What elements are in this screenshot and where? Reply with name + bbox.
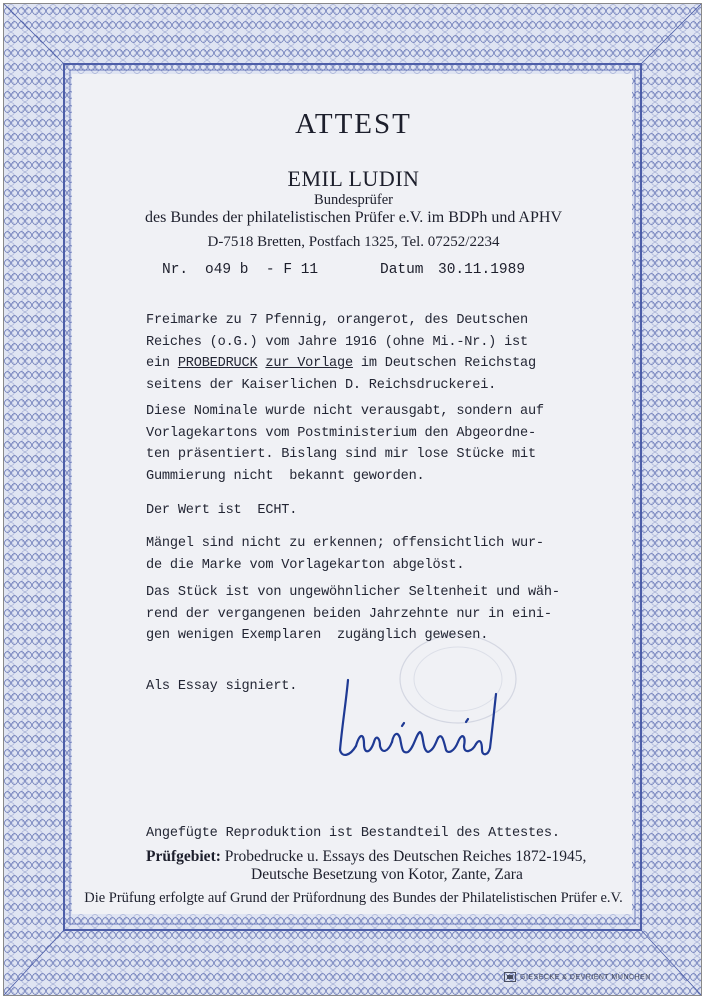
certificate-title: ATTEST: [295, 108, 412, 140]
reference-number-label: Nr.: [162, 262, 189, 278]
handwritten-signature: [330, 672, 530, 767]
date-value: 30.11.1989: [438, 262, 526, 278]
text-line: Reiches (o.G.) vom Jahre 1916 (ohne Mi.-Nr.) ist: [146, 334, 528, 350]
scope-line-1: [146, 848, 586, 866]
underlined-zur-vorlage: zur Vorlage: [265, 356, 353, 371]
text-fragment: ein: [146, 356, 178, 371]
underlined-probedruck: PROBEDRUCK: [177, 356, 258, 371]
printer-logo-icon: [504, 972, 516, 982]
text-line: rend der vergangenen beiden Jahrzehnte nur in eini-: [146, 606, 552, 622]
text-line: gen wenigen Exemplaren zugänglich gewesen.: [146, 628, 489, 643]
text-line: Mängel sind nicht zu erkennen; offensichtlich wur-: [146, 536, 544, 551]
address-line: D-7518 Bretten, Postfach 1325, Tel. 07252/2234: [207, 234, 500, 250]
scope-text: Probedrucke u. Essays des Deutschen Reiches 1872-1945,: [220, 848, 587, 865]
printer-imprint: GIESECKE & DEVRIENT MÜNCHEN: [520, 974, 651, 981]
scope-label: Prüfgebiet:: [146, 848, 221, 865]
attachment-note: Angefügte Reproduktion ist Bestandteil des Attestes.: [146, 826, 560, 841]
text-line: Vorlagekartons vom Postministerium den Abgeordne-: [146, 425, 536, 441]
examination-disclaimer: Die Prüfung erfolgte auf Grund der Prüfordnung des Bundes der Philatelistischen Prüfer e.V.: [84, 890, 623, 906]
text-line: Der Wert ist ECHT.: [146, 503, 298, 518]
text-line: Diese Nominale wurde nicht verausgabt, sondern auf: [146, 404, 544, 419]
reference-number-value: o49 b - F 11: [205, 262, 319, 278]
text-line: Freimarke zu 7 Pfennig, orangerot, des Deutschen: [146, 313, 528, 328]
text-line: seitens der Kaiserlichen D. Reichsdruckerei.: [146, 377, 497, 393]
text-line: Als Essay signiert.: [146, 679, 298, 694]
examiner-name: EMIL LUDIN: [287, 166, 420, 191]
paragraph-genuine: [146, 500, 576, 522]
paragraph-condition: [146, 533, 576, 576]
scope-line-2: Deutsche Besetzung von Kotor, Zante, Zara: [251, 866, 523, 883]
text-line: [146, 353, 576, 375]
association-line: des Bundes der philatelistischen Prüfer e.V. im BDPh und APHV: [144, 209, 562, 226]
text-line: Das Stück ist von ungewöhnlicher Seltenheit und wäh-: [146, 585, 560, 600]
paragraph-description: [146, 310, 576, 396]
paragraph-nominal: [146, 401, 576, 487]
text-fragment: im Deutschen Reichstag: [352, 356, 536, 371]
text-line: de die Marke vom Vorlagekarton abgelöst.: [146, 557, 465, 573]
text-line: ten präsentiert. Bislang sind mir lose Stücke mit: [146, 447, 536, 462]
paragraph-rarity: [146, 582, 576, 647]
text-line: Gummierung nicht bekannt geworden.: [146, 468, 425, 484]
date-label: Datum: [380, 262, 424, 278]
examiner-role: Bundesprüfer: [314, 192, 393, 208]
